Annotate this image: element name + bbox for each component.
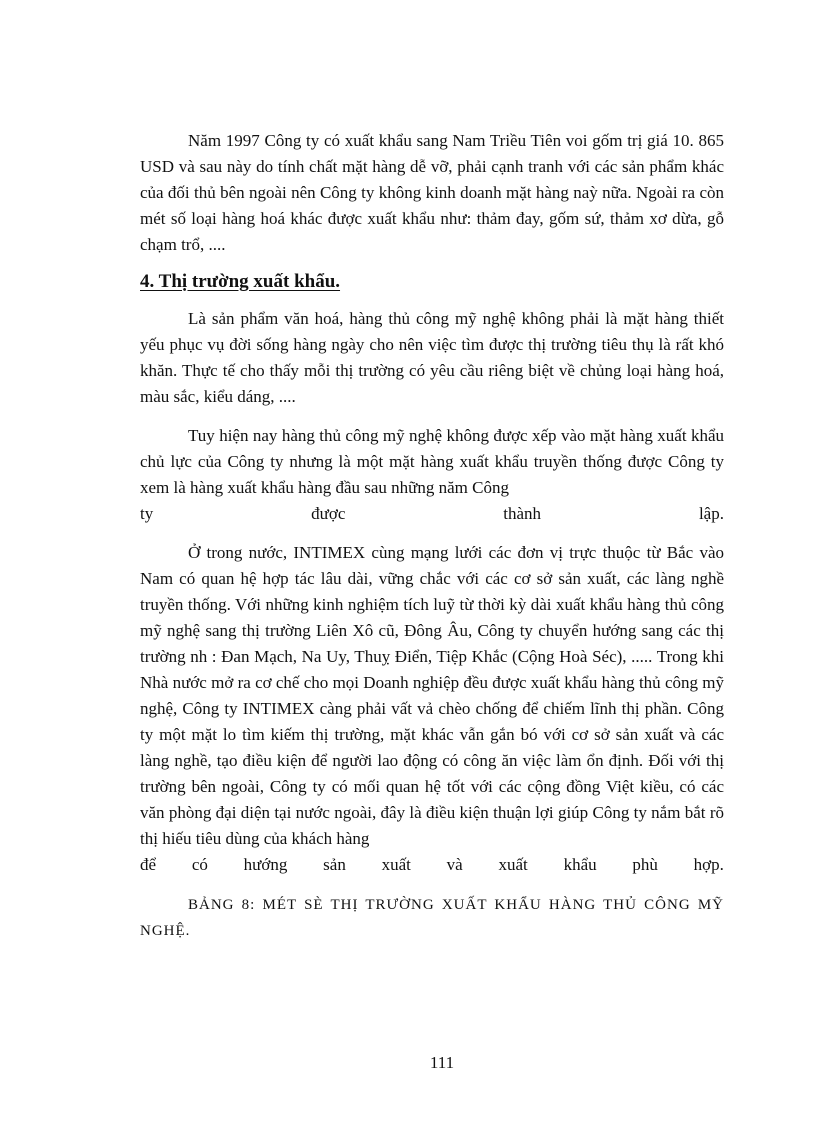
word: được [311,504,346,523]
word: lập. [698,504,724,523]
document-body [140,128,724,944]
word: hợp. [693,855,724,874]
paragraph-handicraft-export: Tuy hiện nay hàng thủ công mỹ nghệ không được xếp vào mặt hàng xuất khẩu chủ lực của Công ty nhưng là một mặt hàng xuất khẩu truyền thống được Công ty xem là hàng xuất khẩu hàng đầu sau những năm Công [140,426,724,497]
word: để [140,855,157,874]
word: có [191,855,208,874]
page-number: 111 [429,1053,455,1072]
word: và [446,855,463,874]
word: phù [632,855,658,874]
paragraph-export-korea: Năm 1997 Công ty có xuất khẩu sang Nam Triều Tiên voi gốm trị giá 10. 865 USD và sau này do tính chất mặt hàng dễ vỡ, phải cạnh tranh với các sản phẩm khác của đối thủ bên ngoài nên Công ty không kinh doanh mặt hàng naỳ nữa. Ngoài ra còn mét số loại hàng hoá khác được xuất khẩu như: thảm đay, gốm sứ, thảm xơ dừa, gỗ chạm trổ, .... [140,131,724,254]
word: ty [140,504,154,523]
section-heading-export-markets: 4. Thị trường xuất khẩu. [140,271,341,292]
table-caption: BẢNG 8: MÉT SÈ THỊ TRƯỜNG XUẤT KHẨU HÀNG THỦ CÔNG MỸ NGHỆ. [140,897,724,939]
word: thành [503,504,542,523]
word: khẩu [563,855,597,874]
word: xuất [381,855,411,874]
paragraph-handicraft-export-last-line [140,501,724,527]
paragraph-domestic-network: Ở trong nước, INTIMEX cùng mạng lưới các đơn vị trực thuộc từ Bắc vào Nam có quan hệ hợp tác lâu dài, vững chắc với các cơ sở sản xuất, các làng nghề truyền thống. Với những kinh nghiệm tích luỹ từ thời kỳ dài xuất khẩu hàng thủ công mỹ nghệ sang thị trường Liên Xô cũ, Đông Âu, Công ty chuyển hướng sang các thị trường nh : Đan Mạch, Na Uy, Thuỵ Điển, Tiệp Khắc (Cộng Hoà Séc), ..... Trong khi Nhà nước mở ra cơ chế cho mọi Doanh nghiệp đều được xuất khẩu hàng thủ công mỹ nghệ, Công ty INTIMEX càng phải vất vả chèo chống để chiếm lĩnh thị phần. Công ty một mặt lo tìm kiếm thị trường, mặt khác vẫn gắn bó với cơ sở sản xuất và các làng nghề, tạo điều kiện để người lao động có công ăn việc làm ổn định. Đối với thị trường bên ngoài, Công ty có mối quan hệ tốt với các cộng đồng Việt kiều, có các văn phòng đại diện tại nước ngoài, đây là điều kiện thuận lợi giúp Công ty nắm bắt rõ thị hiếu tiêu dùng của khách hàng [140,543,724,848]
paragraph-domestic-network-last-line [140,852,724,878]
word: sản [323,855,346,874]
word: xuất [498,855,528,874]
paragraph-cultural-products: Là sản phẩm văn hoá, hàng thủ công mỹ nghệ không phải là mặt hàng thiết yếu phục vụ đời sống hàng ngày cho nên việc tìm được thị trường tiêu thụ là rất khó khăn. Thực tế cho thấy mỗi thị trường có yêu cầu riêng biệt về chủng loại hàng hoá, màu sắc, kiểu dáng, .... [140,309,724,406]
word: hướng [243,855,288,874]
